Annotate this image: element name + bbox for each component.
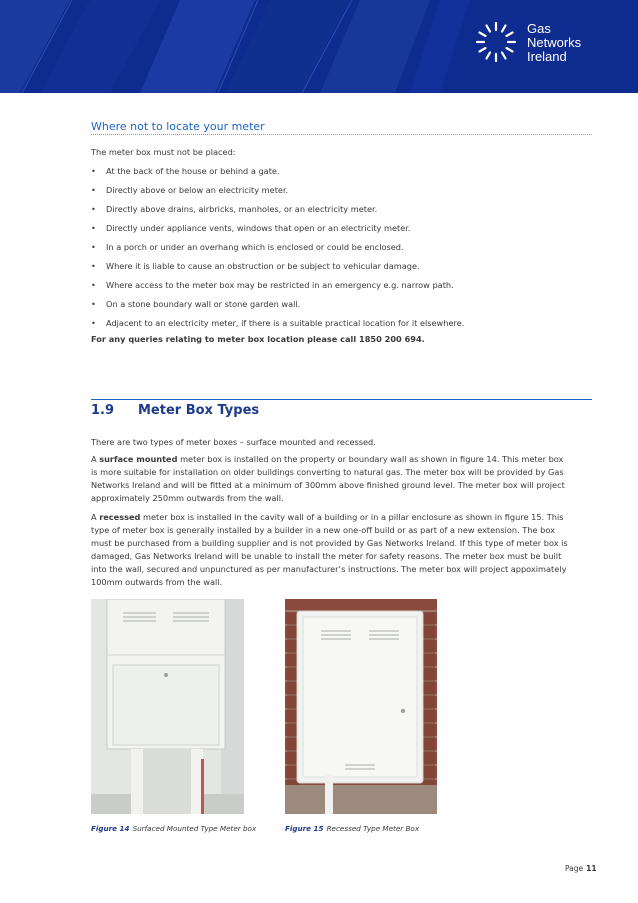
section-number: 1.9 [91, 403, 115, 418]
page-number-value: 11 [586, 864, 597, 873]
paragraph-line: is more suitable for installation on older buildings converting to natural gas. The meter box will be provided by Gas [91, 467, 564, 477]
brand-mark-icon [474, 20, 518, 64]
bullet-glyph: • [91, 204, 96, 214]
types-intro: There are two types of meter boxes – surface mounted and recessed. [91, 437, 376, 447]
section-title: Meter Box Types [138, 403, 260, 418]
list-item [91, 241, 601, 260]
article-word: A [91, 512, 97, 522]
brand-line-2: Networks [527, 35, 582, 50]
paragraph-line: meter box is installed in the cavity wall of a building or in a pillar enclosure as shown in figure 15. This [143, 512, 564, 522]
paragraph-line: approximately 250mm outwards from the wall. [91, 493, 284, 503]
subheading-where-not-to-locate: Where not to locate your meter [91, 120, 265, 133]
figure-14-label: Figure 14 [91, 824, 130, 833]
list-item-text: Directly above drains, airbricks, manholes, or an electricity meter. [106, 204, 378, 214]
bullet-glyph: • [91, 318, 96, 328]
recessed-term: recessed [99, 512, 141, 522]
figure-15-label: Figure 15 [285, 824, 324, 833]
page-number [565, 864, 597, 873]
list-item-text: Directly under appliance vents, windows that open or an electricity meter. [106, 223, 411, 233]
list-item-text: In a porch or under an overhang which is enclosed or could be enclosed. [106, 242, 404, 252]
paragraph-line: meter box is installed on the property or boundary wall as shown in figure 14. This meter box [180, 454, 564, 464]
surface-mounted-paragraph [91, 453, 596, 505]
brand-wordmark [527, 22, 581, 64]
list-item-text: On a stone boundary wall or stone garden wall. [106, 299, 301, 309]
placement-restrictions-list [91, 165, 601, 336]
figure-14-caption-text: Surfaced Mounted Type Meter box [132, 824, 257, 833]
paragraph-line: must be purchased from a building supplier and is not provided by Gas Networks Ireland. If this type of meter box is [91, 538, 568, 548]
brand-line-3: Ireland [527, 49, 567, 64]
list-item-text: Directly above or below an electricity meter. [106, 185, 289, 195]
list-item [91, 165, 601, 184]
article-word: A [91, 454, 97, 464]
figure-14-caption [91, 824, 256, 833]
list-item [91, 279, 601, 298]
paragraph-line: Networks Ireland and will be fitted at a minimum of 300mm above finished ground level. The meter box will project [91, 480, 565, 490]
list-item-text: At the back of the house or behind a gate. [106, 166, 280, 176]
brand-line-1: Gas [527, 21, 551, 36]
list-item [91, 203, 601, 222]
dotted-divider [91, 134, 592, 135]
header-band [0, 0, 638, 93]
list-item [91, 184, 601, 203]
bullet-glyph: • [91, 299, 96, 309]
bullet-glyph: • [91, 223, 96, 233]
intro-text: The meter box must not be placed: [91, 147, 236, 157]
paragraph-line: type of meter box is generally installed by a builder in a new one-off build or as part of a new extension. The box [91, 525, 555, 535]
list-item-text: Where it is liable to cause an obstruction or be subject to vehicular damage. [106, 261, 420, 271]
bullet-glyph: • [91, 280, 96, 290]
list-item [91, 298, 601, 317]
page-label: Page [565, 864, 584, 873]
section-divider [91, 399, 592, 400]
figure-15-caption [285, 824, 419, 833]
figure-14-photo [91, 599, 244, 814]
list-item-text: Adjacent to an electricity meter, if there is a suitable practical location for it elsewhere. [106, 318, 465, 328]
figure-15-photo [285, 599, 437, 814]
list-item [91, 260, 601, 279]
list-item [91, 222, 601, 241]
paragraph-line: into the wall, secured and unpunctured as per manufacturer’s instructions. The meter box will project appoximately [91, 564, 567, 574]
queries-contact-line: For any queries relating to meter box location please call 1850 200 694. [91, 334, 425, 344]
bullet-glyph: • [91, 166, 96, 176]
bullet-glyph: • [91, 185, 96, 195]
figure-15-caption-text: Recessed Type Meter Box [326, 824, 420, 833]
recessed-paragraph [91, 511, 596, 589]
surface-mounted-term: surface mounted [99, 454, 178, 464]
paragraph-line: damaged, Gas Networks Ireland will be unable to install the meter for safety reasons. The meter box must be built [91, 551, 562, 561]
bullet-glyph: • [91, 261, 96, 271]
paragraph-line: 100mm outwards from the wall. [91, 577, 223, 587]
list-item-text: Where access to the meter box may be restricted in an emergency e.g. narrow path. [106, 280, 454, 290]
bullet-glyph: • [91, 242, 96, 252]
brand-logo [474, 20, 604, 72]
